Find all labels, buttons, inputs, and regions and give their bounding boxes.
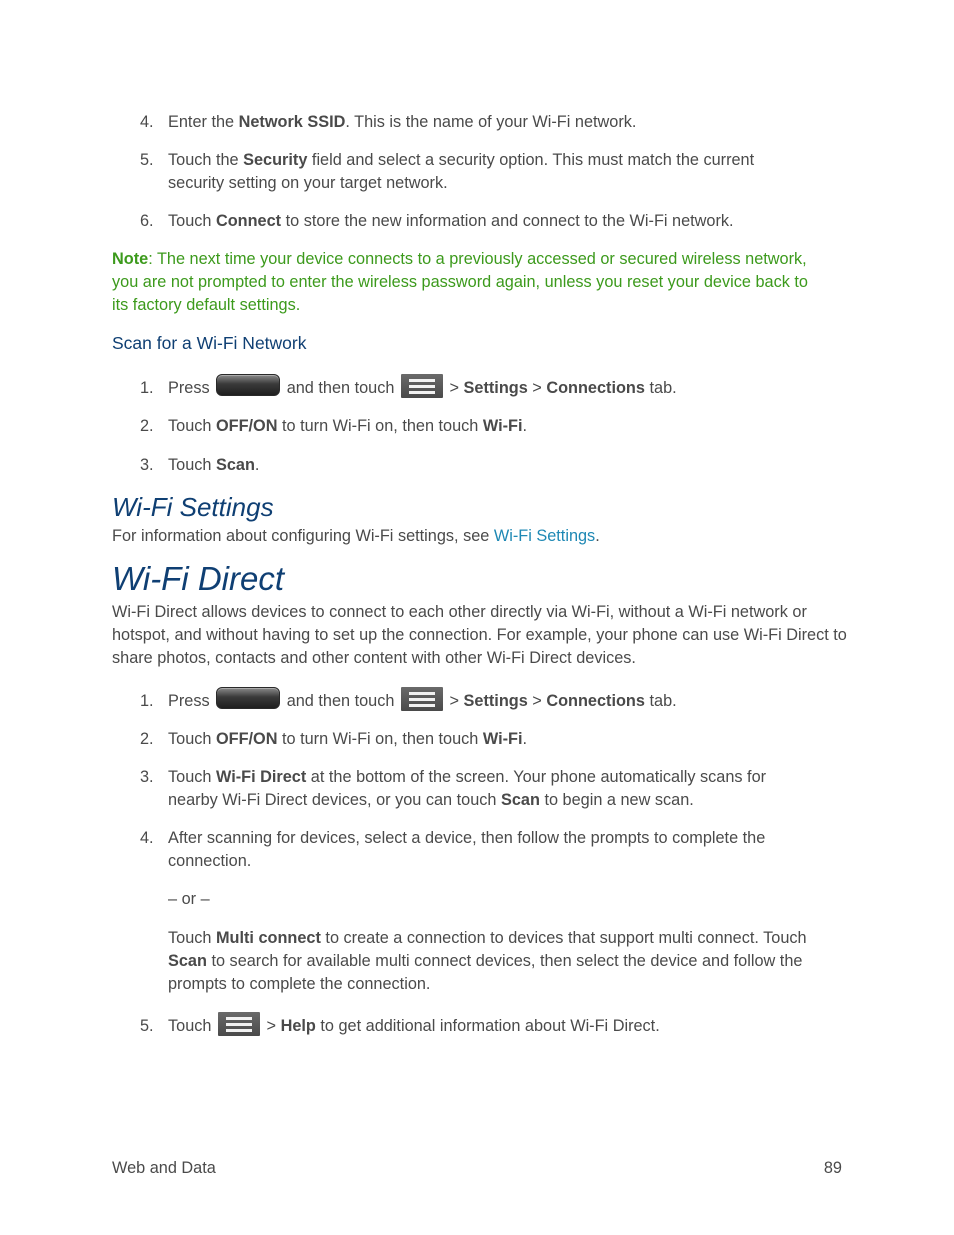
direct-step-wifi-direct — [168, 766, 818, 812]
step-number: 2. — [140, 417, 154, 435]
step-number: 5. — [140, 1017, 154, 1035]
step-text: to store the new information and connect to the Wi-Fi network. — [281, 212, 734, 230]
term-settings: Settings — [463, 379, 528, 397]
term-multi-connect: Multi connect — [215, 929, 321, 947]
step-number: 3. — [140, 456, 154, 474]
step-text: field and select a security option. This must match the current security setting on your target network. — [168, 151, 755, 192]
direct-step-help — [168, 1010, 660, 1043]
step-text: Touch — [168, 929, 216, 947]
scan-step-scan — [168, 454, 848, 477]
step-text: and then touch — [286, 692, 395, 710]
term-scan: Scan — [501, 791, 540, 809]
step-text: Touch — [168, 456, 216, 474]
step-text: tab. — [649, 379, 677, 397]
step-text: and then touch — [286, 379, 395, 397]
step-text: Press — [168, 692, 210, 710]
step-connect — [168, 210, 848, 233]
step-text: Enter the — [168, 113, 239, 131]
step-number: 3. — [140, 768, 154, 786]
term-connections: Connections — [546, 379, 645, 397]
wifi-settings-text — [112, 525, 847, 548]
step-text: Touch the — [168, 151, 244, 169]
direct-step-turn-on — [168, 728, 848, 751]
separator: > — [449, 692, 459, 710]
step-enter-ssid — [168, 111, 848, 134]
note-block — [112, 248, 812, 317]
scan-step-turn-on — [168, 415, 848, 438]
direct-step-select-device: After scanning for devices, select a device, then follow the prompts to complete the connection. — [168, 829, 766, 870]
step-text: tab. — [649, 692, 677, 710]
step-text: Touch — [168, 730, 216, 748]
wifi-direct-heading: Wi-Fi Direct — [112, 560, 285, 597]
step-text: to search for available multi connect devices, then select the device and follow the prompts to complete the connection. — [168, 952, 803, 993]
footer-section: Web and Data — [112, 1159, 216, 1177]
term-wifi-direct: Wi-Fi Direct — [215, 768, 307, 786]
step-number: 4. — [140, 113, 154, 131]
step-text: to begin a new scan. — [539, 791, 694, 809]
step-number: 5. — [140, 151, 154, 169]
step-text: Touch — [168, 768, 216, 786]
term-connect: Connect — [215, 212, 282, 230]
step-text: Touch — [168, 417, 216, 435]
step-text: . This is the name of your Wi-Fi network. — [345, 113, 637, 131]
separator: > — [449, 379, 459, 397]
term-help: Help — [280, 1017, 316, 1035]
step-text: to turn Wi-Fi on, then touch — [277, 417, 483, 435]
step-text: to get additional information about Wi-Fi Direct. — [315, 1017, 660, 1035]
separator: > — [532, 692, 542, 710]
step-text: . — [522, 730, 528, 748]
term-scan: Scan — [215, 456, 255, 474]
step-text: to create a connection to devices that support multi connect. Touch — [320, 929, 807, 947]
term-off-on: OFF/ON — [215, 417, 278, 435]
wifi-settings-link[interactable]: Wi-Fi Settings — [493, 527, 596, 545]
menu-key-icon — [401, 687, 443, 711]
term-scan: Scan — [168, 952, 207, 970]
term-network-ssid: Network SSID — [238, 113, 346, 131]
term-wifi: Wi-Fi — [482, 417, 523, 435]
note-label: Note — [112, 250, 149, 268]
separator: > — [532, 379, 542, 397]
separator: > — [266, 1017, 277, 1035]
step-text: Press — [168, 379, 210, 397]
step-security — [168, 149, 798, 195]
term-wifi: Wi-Fi — [482, 730, 523, 748]
step-text: . — [522, 417, 528, 435]
or-divider: – or – — [168, 890, 210, 908]
direct-step-press-menu — [168, 685, 677, 718]
step-number: 6. — [140, 212, 154, 230]
step-text: Touch — [168, 1017, 212, 1035]
body-text: For information about configuring Wi-Fi settings, see — [112, 527, 494, 545]
wifi-settings-heading: Wi-Fi Settings — [112, 492, 274, 522]
term-connections: Connections — [546, 692, 645, 710]
step-text: to turn Wi-Fi on, then touch — [277, 730, 483, 748]
note-text: : The next time your device connects to a previously accessed or secured wireless network, you are not prompted to enter the wireless password again, unless you reset your device back to its factory default settings. — [112, 250, 808, 314]
menu-key-icon — [218, 1012, 260, 1036]
body-text: . — [595, 527, 600, 545]
step-text: at the bottom of the screen. Your phone automatically scans for nearby Wi-Fi Direct devices, or you can touch — [168, 768, 767, 809]
wifi-direct-intro: Wi-Fi Direct allows devices to connect to each other directly via Wi-Fi, without a Wi-Fi network or hotspot, and without having to set up the connection. For example, your phone can use Wi-Fi Direct to share photos, contacts and other content with other Wi-Fi Direct devices. — [112, 603, 847, 667]
menu-key-icon — [401, 374, 443, 398]
term-off-on: OFF/ON — [215, 730, 278, 748]
scan-heading: Scan for a Wi-Fi Network — [112, 333, 307, 353]
step-number: 1. — [140, 692, 154, 710]
step-number: 1. — [140, 379, 154, 397]
step-text: . — [254, 456, 260, 474]
step-number: 4. — [140, 829, 154, 847]
footer-page-number: 89 — [823, 1159, 842, 1177]
step-text: Touch — [168, 212, 216, 230]
direct-step-multi-connect — [168, 927, 828, 996]
scan-step-press-menu — [168, 372, 677, 405]
term-settings: Settings — [463, 692, 528, 710]
term-security: Security — [243, 151, 308, 169]
step-number: 2. — [140, 730, 154, 748]
home-key-icon — [216, 687, 280, 709]
home-key-icon — [216, 374, 280, 396]
